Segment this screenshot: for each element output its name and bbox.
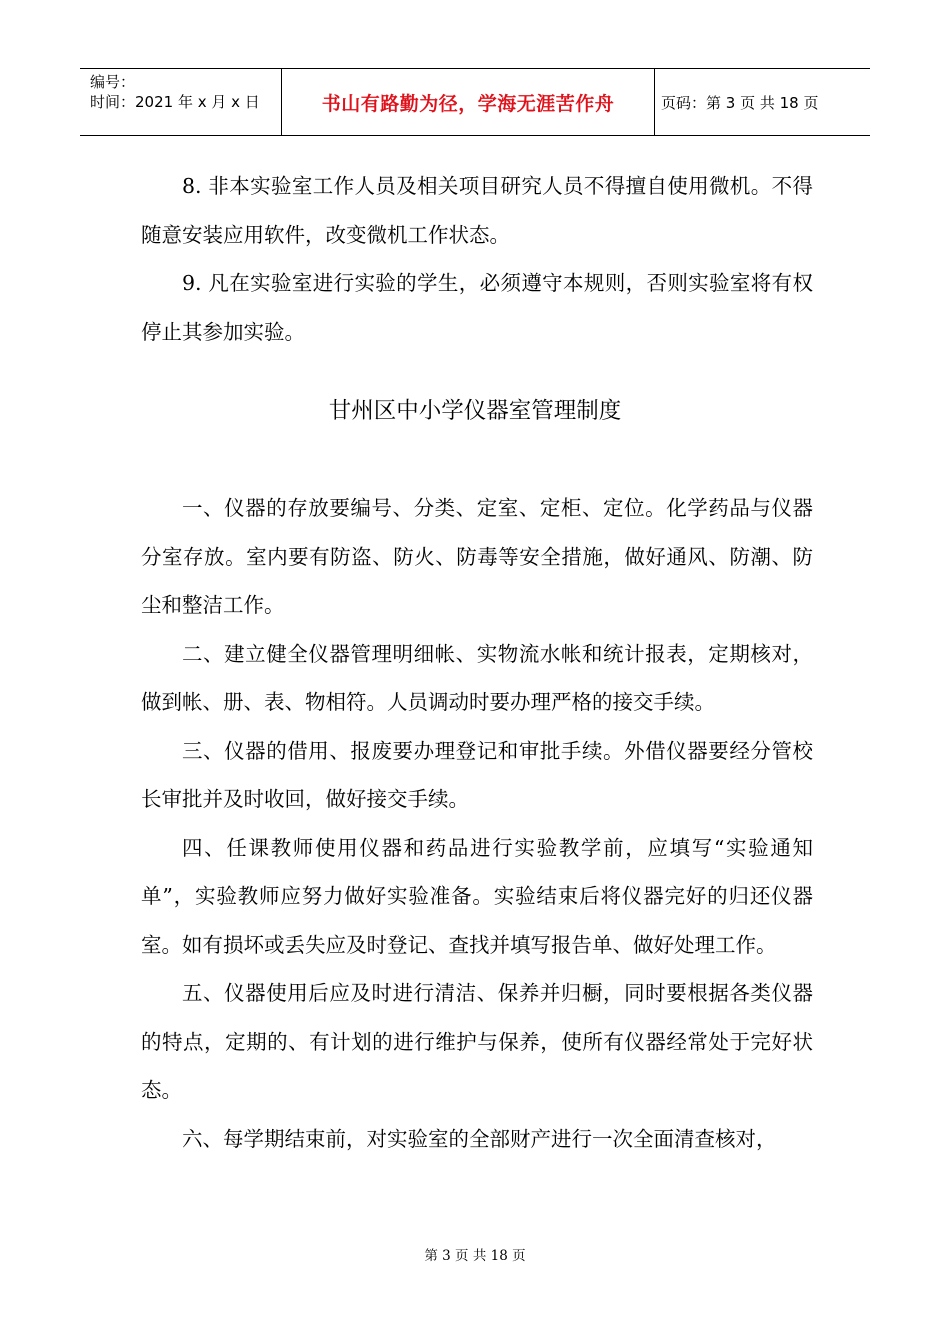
rule-item-9: 9. 凡在实验室进行实验的学生，必须遵守本规则，否则实验室将有权停止其参加实验。	[141, 271, 813, 344]
date-label: 时间：2021 年 x 月 x 日	[90, 93, 260, 111]
page-footer: 第 3 页 共 18 页	[424, 1248, 526, 1264]
page-header	[80, 68, 870, 136]
article-2: 二、建立健全仪器管理明细帐、实物流水帐和统计报表，定期核对，做到帐、册、表、物相符。人员调动时要办理严格的接交手续。	[141, 641, 813, 714]
header-meta	[80, 69, 282, 135]
articles-section	[141, 484, 813, 1163]
article-6: 六、每学期结束前，对实验室的全部财产进行一次全面清查核对，	[182, 1126, 777, 1151]
article-4: 四、任课教师使用仪器和药品进行实验教学前，应填写“实验通知单”，实验教师应努力做好实验准备。实验结束后将仪器完好的归还仪器室。如有损坏或丢失应及时登记、查找并填写报告单、做好处理工作。	[141, 835, 813, 957]
header-page-info: 页码：第 3 页 共 18 页	[661, 93, 819, 112]
rules-continued	[141, 162, 813, 356]
rule-item-8: 8. 非本实验室工作人员及相关项目研究人员不得擅自使用微机。不得随意安装应用软件，改变微机工作状态。	[141, 174, 813, 247]
number-label: 编号：	[90, 73, 136, 91]
article-1: 一、仪器的存放要编号、分类、定室、定柜、定位。化学药品与仪器分室存放。室内要有防盗、防火、防毒等安全措施，做好通风、防潮、防尘和整洁工作。	[141, 496, 813, 617]
header-motto: 书山有路勤为径，学海无涯苦作舟	[282, 69, 655, 135]
document-title: 甘州区中小学仪器室管理制度	[328, 398, 622, 424]
article-5: 五、仪器使用后应及时进行清洁、保养并归橱，同时要根据各类仪器的特点，定期的、有计划的进行维护与保养，使所有仪器经常处于完好状态。	[141, 981, 813, 1102]
article-3: 三、仪器的借用、报废要办理登记和审批手续。外借仪器要经分管校长审批并及时收回，做好接交手续。	[141, 738, 813, 811]
